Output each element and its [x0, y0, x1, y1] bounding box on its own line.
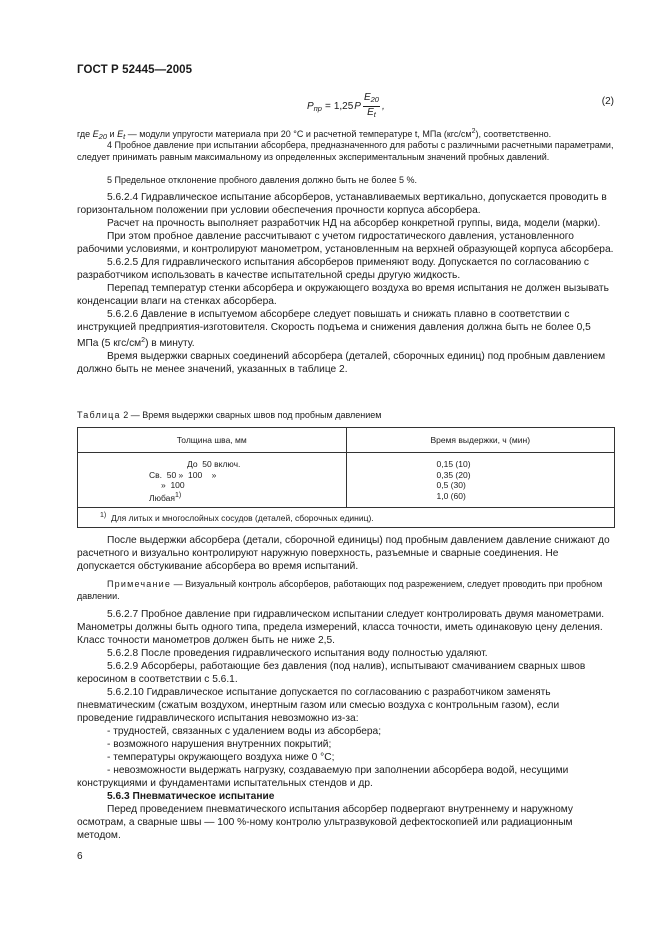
table-caption: Таблица 2 — Время выдержки сварных швов под пробным давлением — [77, 410, 382, 420]
paragraph: Время выдержки сварных соединений абсорбера (деталей, сборочных единиц) под пробным давлением должно быть не менее значений, указанных в таблице 2. — [77, 351, 606, 375]
table-row: » 100 — [161, 480, 185, 490]
formula-2: $P_{пр}$ = 1,25 P $\frac{E_{20}}{E_t}$ , — [307, 92, 385, 119]
where-clause: где $E_{20}$ и $E_t$ — модули упругости материала при 20 °С и расчетной температуре t, МПа $(кгс/см^2)$, соответственно. — [77, 128, 552, 141]
page-number: 6 — [77, 851, 83, 862]
section-heading: 5.6.3 Пневматическое испытание — [107, 791, 275, 802]
formula-row — [77, 92, 614, 124]
table-row: До 50 включ. — [187, 459, 241, 469]
table-header-time: Время выдержки, ч (мин) — [346, 428, 615, 453]
paragraph: Перепад температур стенки абсорбера и окружающего воздуха во время испытания не должен вызывать конденсации влаги на стенках абсорбера. — [77, 283, 609, 307]
bullet-list — [77, 725, 614, 790]
paragraph: Перед проведением пневматического испытания абсорбер подвергают внутреннему и наружному осмотрам, а сварные швы — 100 %-ному контролю ультразвуковой дефектоскопией или радиационным методом. — [77, 804, 573, 841]
table-row: 0,5 (30) — [436, 480, 466, 490]
table-header-thickness: Толщина шва, мм — [78, 428, 347, 453]
paragraph: Расчет на прочность выполняет разработчик НД на абсорбер конкретной группы, вида, модели (марки). — [107, 218, 601, 229]
table-col-thickness — [78, 453, 347, 508]
table-row: Св. 50 » 100 » — [149, 469, 217, 480]
note: Примечание — Визуальный контроль абсорберов, работающих под разрежением, следует проводить при пробном давлении. — [77, 579, 603, 601]
formula-eq: = — [324, 101, 331, 112]
section-5627 — [77, 608, 614, 842]
formula-fraction: $\frac{E_{20}}{E_t}$ — [363, 92, 379, 119]
table-2 — [77, 427, 615, 528]
list-item: - возможного нарушения внутренних покрытий; — [107, 739, 332, 750]
paragraph: 5.6.2.8 После проведения гидравлического испытания воду полностью удаляют. — [107, 648, 488, 659]
paragraph: 5.6.2.9 Абсорберы, работающие без давления (под налив), испытывают смачиванием сварных швов керосином в соответствии с 5.6.1. — [77, 661, 586, 685]
paragraph: 5.6.2.6 Давление в испытуемом абсорбере следует повышать и снижать плавно в соответствии с инструкцией предприятия-изготовителя. Скорость подъема и снижения давления должна быть не более 0,5 МПа (5 кгс/$см^2$) в минуту. — [77, 309, 591, 349]
table-row: 1,0 (60) — [436, 490, 466, 501]
paragraph: 5.6.2.7 Пробное давление при гидравлическом испытании следует контролировать двумя манометрами. Манометры должны быть одного типа, предела измерений, класса точности, иметь одинаковую цену деления. Класс точности манометров должен быть не ниже 2,5. — [77, 609, 605, 646]
paragraph: 5.6.2.4 Гидравлическое испытание абсорберов, устанавливаемых вертикально, допускается проводить в горизонтальном положении при условии обеспечения прочности корпуса абсорбера. — [77, 192, 607, 216]
section-5624 — [77, 191, 614, 376]
note-4: 4 Пробное давление при испытании абсорбера, предназначенного для работы с различными расчетными параметрами, следует принимать равным максимальному из определенных экспериментальным значений пробных давлений. — [77, 140, 614, 162]
table-row: 0,35 (20) — [436, 469, 471, 480]
table-col-time — [346, 453, 615, 508]
list-item: - трудностей, связанных с удалением воды из абсорбера; — [107, 726, 382, 737]
list-item: - температуры окружающего воздуха ниже 0 °С; — [107, 752, 335, 763]
paragraph: После выдержки абсорбера (детали, сборочной единицы) под пробным давлением давление снижают до расчетного и визуально контролируют наружную поверхность, разъемные и сварные соединения. Не допускается обстукивание абсорбера во время испытаний. — [77, 535, 610, 572]
formula-lhs: $P_{пр}$ — [307, 100, 322, 113]
formula-var: P — [354, 101, 361, 112]
paragraph: 5.6.2.10 Гидравлическое испытание допускается по согласованию с разработчиком заменять пневматическим (сжатым воздухом, инертным газом или смесью воздуха с контрольным газом), если проведение гидравлического испытания невозможно из-за: — [77, 687, 560, 724]
after-table — [77, 534, 614, 573]
table-footnote: $^{1)}$ Для литых и многослойных сосудов (деталей, сборочных единиц). — [78, 508, 615, 528]
formula-coef: 1,25 — [333, 101, 354, 112]
paragraph: При этом пробное давление рассчитывают с учетом гидростатического давления, установленного рабочими условиями, и контролируют манометром, установленным на верхней образующей корпуса абсорбера. — [77, 231, 614, 255]
note-5: 5 Предельное отклонение пробного давления должно быть не более 5 %. — [107, 175, 417, 185]
document-header: ГОСТ Р 52445—2005 — [77, 64, 193, 76]
formula-number: (2) — [601, 96, 614, 107]
list-item: - невозможности выдержать нагрузку, создаваемую при заполнении абсорбера водой, несущими конструкциями и фундаментами испытательных стендов и др. — [77, 765, 569, 789]
table-row: Любая$^{1)}$ — [149, 491, 182, 503]
table-row: 0,15 (10) — [436, 459, 471, 469]
paragraph: 5.6.2.5 Для гидравлического испытания абсорберов применяют воду. Допускается по согласованию с разработчиком использовать в качестве испытательной среды другую жидкость. — [77, 257, 590, 281]
